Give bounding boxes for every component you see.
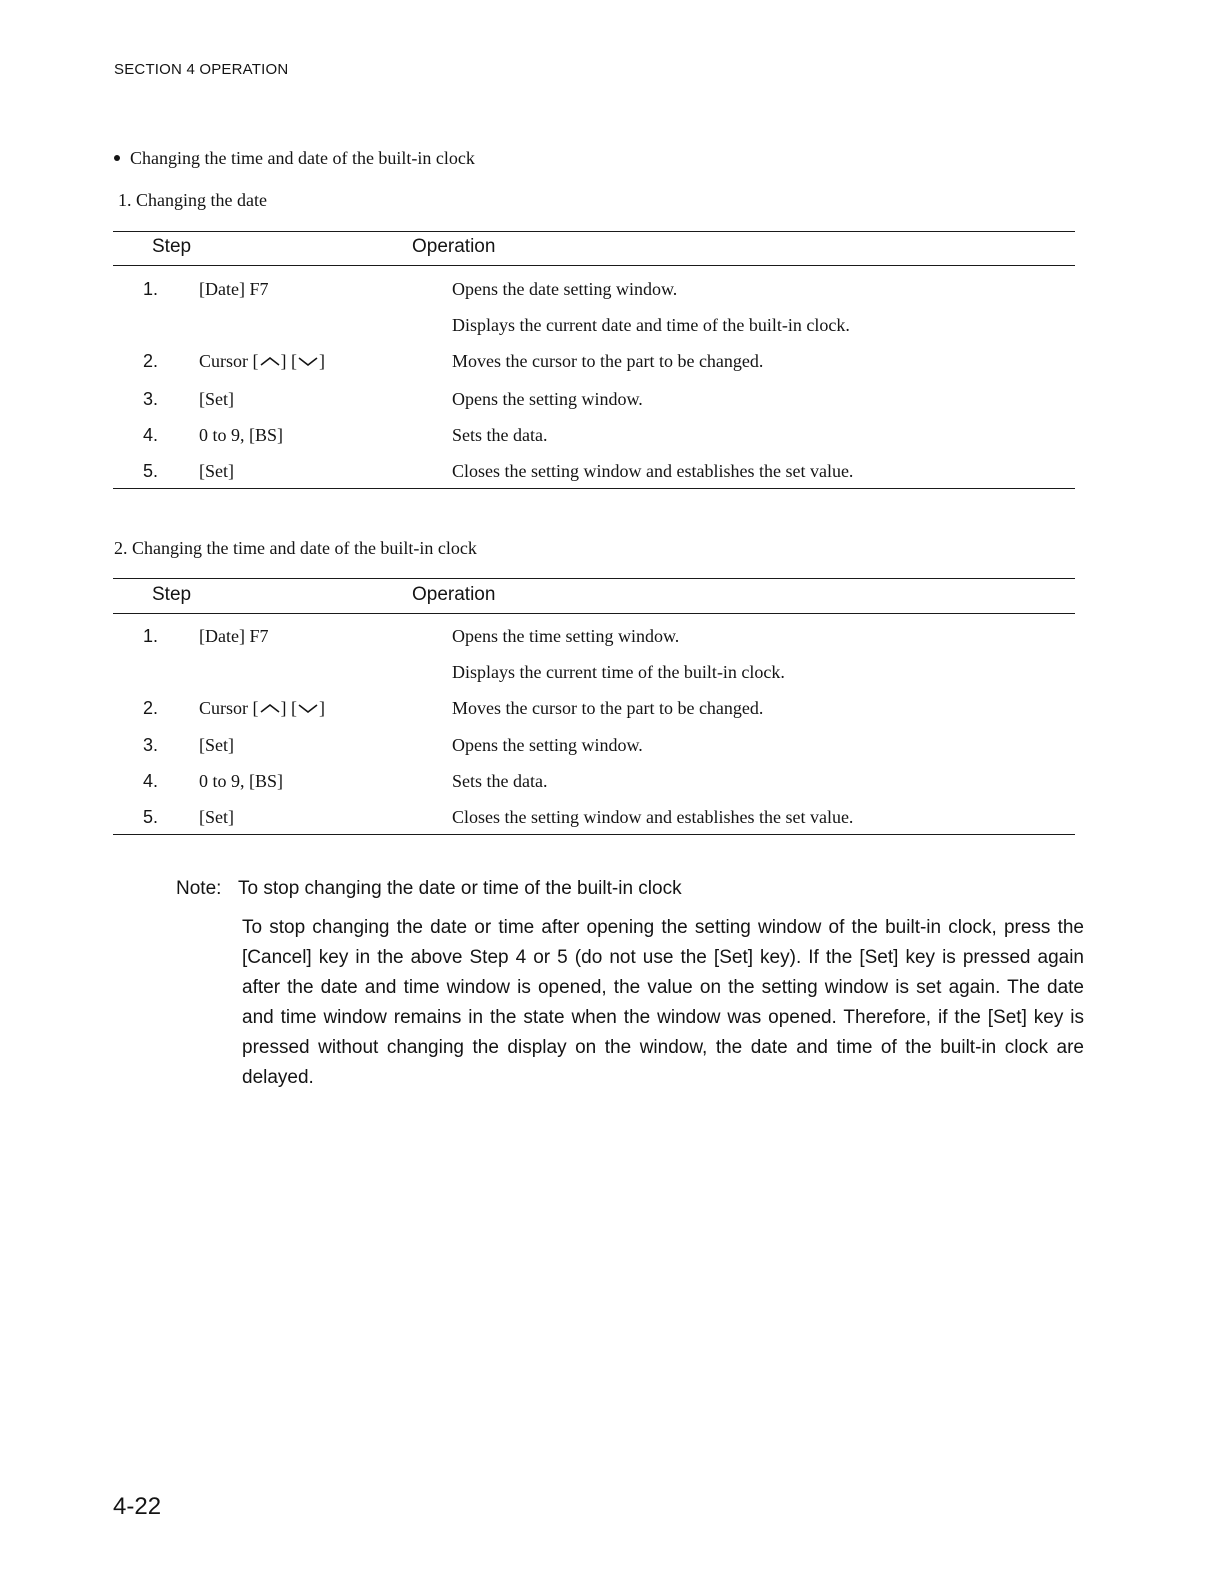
- step-number: 3.: [143, 389, 159, 409]
- cursor-down-icon: [297, 356, 319, 366]
- table1-header-step: Step: [152, 236, 192, 257]
- cursor-key-mid: ] [: [280, 698, 297, 718]
- step-key: [Set]: [199, 389, 234, 409]
- cursor-up-icon: [259, 356, 281, 366]
- step-operation: Displays the current time of the built-in clock.: [452, 662, 785, 682]
- step-number: 5.: [143, 807, 159, 827]
- section-header: SECTION 4 OPERATION: [114, 61, 289, 78]
- note-label: Note:: [176, 878, 222, 899]
- note-title: To stop changing the date or time of the built-in clock: [238, 878, 682, 899]
- table1-title: 1. Changing the date: [118, 190, 267, 210]
- table2-header-rule: [113, 613, 1075, 614]
- main-heading: [114, 148, 475, 169]
- table2-bottom-rule: [113, 834, 1075, 835]
- main-heading-text: Changing the time and date of the built-in clock: [130, 148, 475, 168]
- step-key: [Set]: [199, 807, 234, 827]
- table2-header-step: Step: [152, 584, 192, 605]
- step-number: 1.: [143, 279, 159, 299]
- step-operation: Opens the setting window.: [452, 389, 643, 409]
- step-operation: Opens the setting window.: [452, 735, 643, 755]
- step-operation: Sets the data.: [452, 771, 548, 791]
- table2-title: 2. Changing the time and date of the built-in clock: [114, 538, 477, 558]
- step-operation: Moves the cursor to the part to be changed.: [452, 698, 764, 718]
- step-number: 3.: [143, 735, 159, 755]
- step-number: 5.: [143, 461, 159, 481]
- step-operation: Sets the data.: [452, 425, 548, 445]
- step-number: 1.: [143, 626, 159, 646]
- step-operation: Closes the setting window and establishes the set value.: [452, 807, 854, 827]
- step-key: [Date] F7: [199, 626, 269, 646]
- step-operation: Moves the cursor to the part to be changed.: [452, 351, 764, 371]
- step-operation: Displays the current date and time of the built-in clock.: [452, 315, 850, 335]
- cursor-key-prefix: Cursor [: [199, 698, 259, 718]
- step-key: 0 to 9, [BS]: [199, 425, 284, 445]
- step-number: 2.: [143, 698, 159, 718]
- step-operation: Opens the date setting window.: [452, 279, 678, 299]
- step-operation: Opens the time setting window.: [452, 626, 680, 646]
- step-key-cursor: [199, 351, 325, 372]
- table2-top-rule: [113, 578, 1075, 579]
- step-number: 4.: [143, 771, 159, 791]
- cursor-down-icon: [297, 703, 319, 713]
- table2-header-operation: Operation: [412, 584, 496, 605]
- step-key: 0 to 9, [BS]: [199, 771, 284, 791]
- cursor-key-suffix: ]: [319, 698, 325, 718]
- table1-top-rule: [113, 231, 1075, 232]
- step-key: [Date] F7: [199, 279, 269, 299]
- step-key-cursor: [199, 698, 325, 719]
- note-body: To stop changing the date or time after opening the setting window of the built-in clock, press the [Cancel] key in the above Step 4 or 5 (do not use the [Set] key). If the [Set] key is pressed again after the date and time window is opened, the value on the setting window is set again. The date and time window remains in the state when the window was opened. Therefore, if the [Set] key is pressed without changing the display on the window, the date and time of the built-in clock are delayed.: [242, 917, 1084, 1088]
- step-key: [Set]: [199, 735, 234, 755]
- cursor-key-suffix: ]: [319, 351, 325, 371]
- table1-header-operation: Operation: [412, 236, 496, 257]
- step-operation: Closes the setting window and establishes the set value.: [452, 461, 854, 481]
- cursor-key-mid: ] [: [280, 351, 297, 371]
- cursor-key-prefix: Cursor [: [199, 351, 259, 371]
- step-key: [Set]: [199, 461, 234, 481]
- table1-bottom-rule: [113, 488, 1075, 489]
- bullet-icon: [114, 155, 120, 161]
- step-number: 4.: [143, 425, 159, 445]
- cursor-up-icon: [259, 703, 281, 713]
- step-number: 2.: [143, 351, 159, 371]
- page-number: 4-22: [113, 1493, 162, 1520]
- table1-header-rule: [113, 265, 1075, 266]
